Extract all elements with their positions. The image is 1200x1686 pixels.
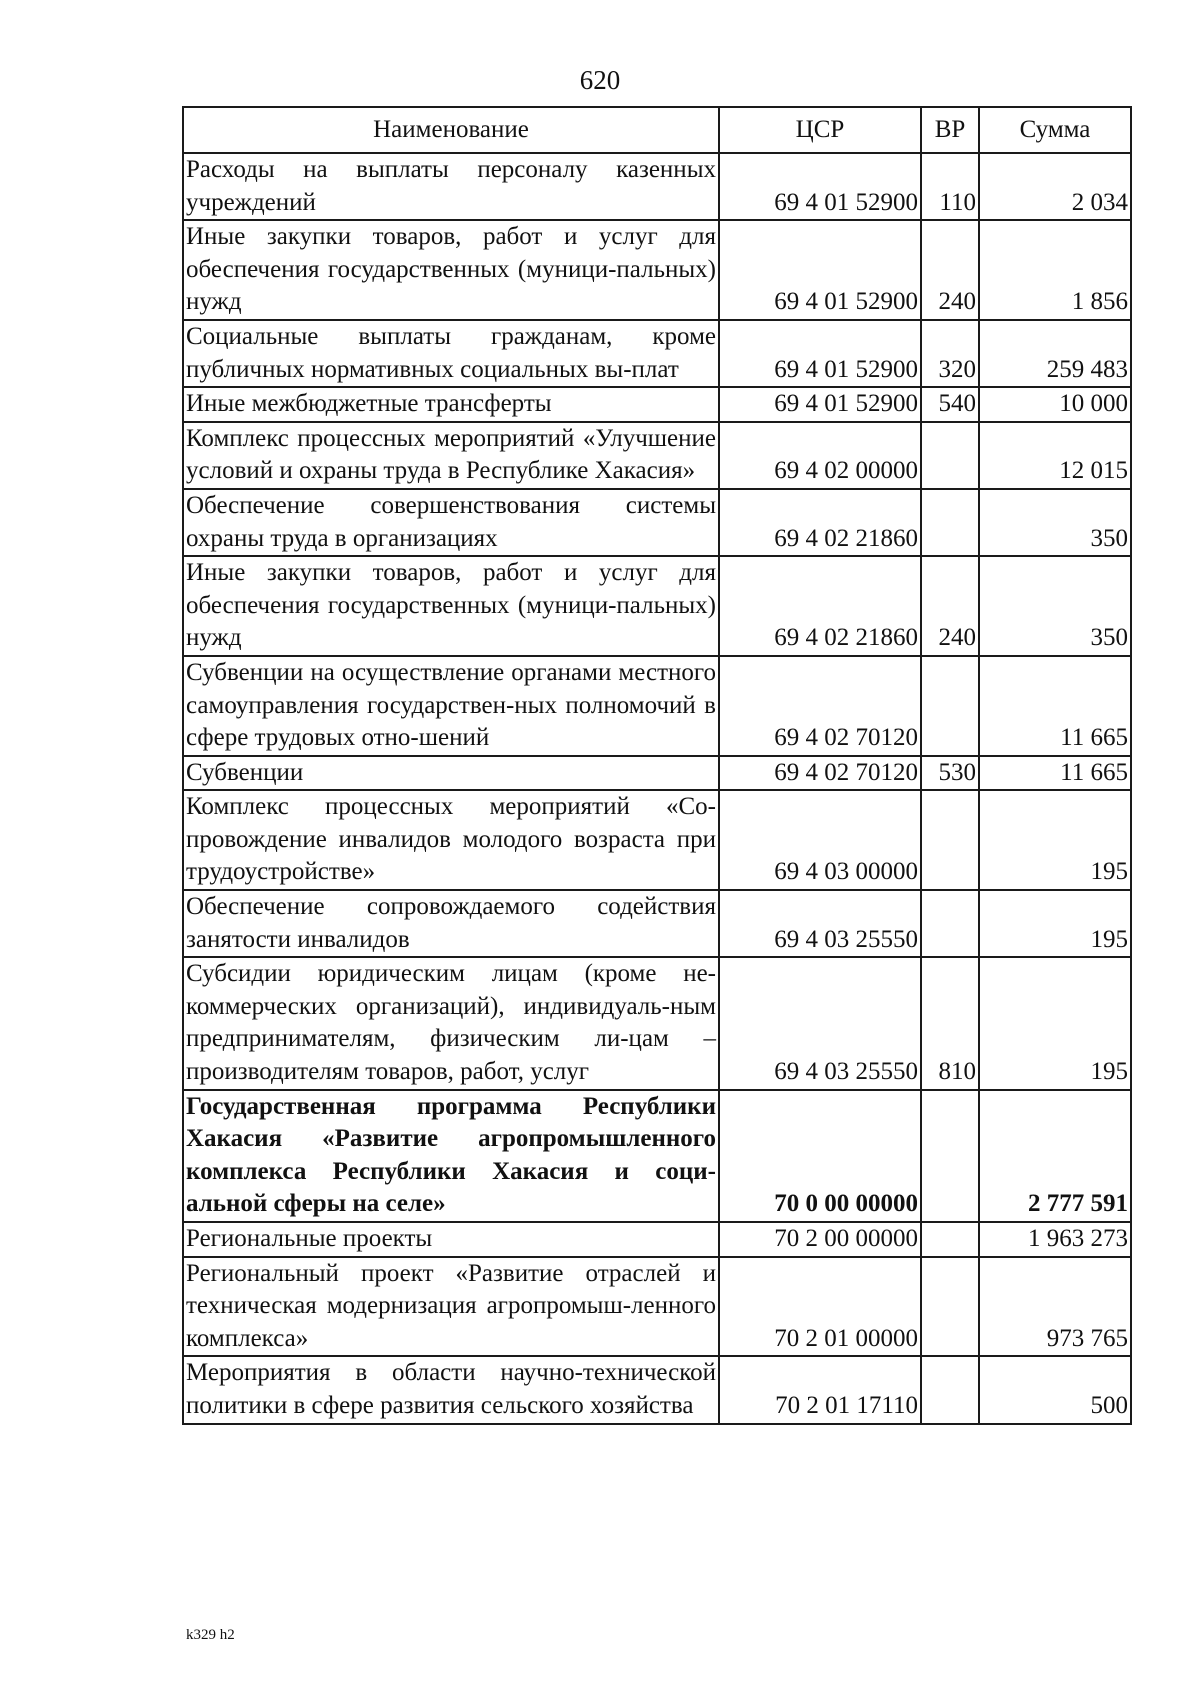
row-sum: 11 665 (979, 656, 1131, 756)
footer-code: k329 h2 (186, 1627, 235, 1643)
row-name: Расходы на выплаты персоналу казенных учреждений (183, 153, 719, 220)
row-sum: 500 (979, 1356, 1131, 1423)
row-name: Обеспечение сопровождаемого содействия занятости инвалидов (183, 890, 719, 957)
row-csr: 69 4 03 00000 (719, 790, 921, 890)
row-csr: 69 4 01 52900 (719, 387, 921, 422)
table-row (183, 489, 1131, 556)
header-sum: Сумма (979, 107, 1131, 153)
row-name: Субсидии юридическим лицам (кроме не-коммерческих организаций), индивидуаль-ным предпринимателям, физическим ли-цам – производителям товаров, работ, услуг (183, 957, 719, 1089)
row-name: Комплекс процессных мероприятий «Со-провождение инвалидов молодого возраста при трудоустройстве» (183, 790, 719, 890)
table-row (183, 153, 1131, 220)
row-vr (921, 489, 979, 556)
row-sum: 10 000 (979, 387, 1131, 422)
page-number: 620 (579, 65, 621, 95)
row-sum: 2 777 591 (979, 1090, 1131, 1222)
row-sum: 1 963 273 (979, 1222, 1131, 1257)
row-csr: 70 2 01 00000 (719, 1257, 921, 1357)
row-vr: 110 (921, 153, 979, 220)
row-csr: 70 2 01 17110 (719, 1356, 921, 1423)
row-sum: 1 856 (979, 220, 1131, 320)
row-sum: 195 (979, 957, 1131, 1089)
row-vr: 240 (921, 556, 979, 656)
row-sum: 259 483 (979, 320, 1131, 387)
table-row (183, 790, 1131, 890)
row-sum: 195 (979, 890, 1131, 957)
row-csr: 69 4 02 70120 (719, 756, 921, 791)
row-name: Региональный проект «Развитие отраслей и техническая модернизация агропромыш-ленного комплекса» (183, 1257, 719, 1357)
row-vr (921, 422, 979, 489)
header-csr: ЦСР (719, 107, 921, 153)
table-row (183, 387, 1131, 422)
row-name: Иные закупки товаров, работ и услуг для обеспечения государственных (муници-пальных) нужд (183, 556, 719, 656)
row-vr: 530 (921, 756, 979, 791)
row-csr: 69 4 01 52900 (719, 320, 921, 387)
row-csr: 69 4 02 21860 (719, 489, 921, 556)
row-name: Мероприятия в области научно-технической политики в сфере развития сельского хозяйства (183, 1356, 719, 1423)
row-sum: 350 (979, 556, 1131, 656)
row-sum: 12 015 (979, 422, 1131, 489)
row-vr: 240 (921, 220, 979, 320)
row-name: Иные межбюджетные трансферты (183, 387, 719, 422)
row-csr: 69 4 03 25550 (719, 890, 921, 957)
table-row (183, 320, 1131, 387)
table-row (183, 957, 1131, 1089)
row-csr: 69 4 02 21860 (719, 556, 921, 656)
row-sum: 11 665 (979, 756, 1131, 791)
row-vr: 540 (921, 387, 979, 422)
row-csr: 69 4 01 52900 (719, 153, 921, 220)
row-name: Субвенции на осуществление органами местного самоуправления государствен-ных полномочий в сфере трудовых отно-шений (183, 656, 719, 756)
row-vr (921, 1222, 979, 1257)
row-vr (921, 1356, 979, 1423)
row-vr (921, 890, 979, 957)
table-header-row (183, 107, 1131, 153)
row-csr: 69 4 01 52900 (719, 220, 921, 320)
row-name: Региональные проекты (183, 1222, 719, 1257)
row-vr (921, 790, 979, 890)
table-row (183, 890, 1131, 957)
table-row (183, 556, 1131, 656)
row-name: Субвенции (183, 756, 719, 791)
row-name: Иные закупки товаров, работ и услуг для обеспечения государственных (муници-пальных) нужд (183, 220, 719, 320)
row-name: Комплекс процессных мероприятий «Улучшение условий и охраны труда в Республике Хакасия» (183, 422, 719, 489)
row-vr (921, 1257, 979, 1357)
table-row (183, 220, 1131, 320)
row-name: Государственная программа Республики Хакасия «Развитие агропромышленного комплекса Республики Хакасия и соци-альной сферы на селе» (183, 1090, 719, 1222)
table-row (183, 1257, 1131, 1357)
budget-table (182, 106, 1132, 1425)
table-body (183, 153, 1131, 1424)
row-sum: 2 034 (979, 153, 1131, 220)
row-csr: 70 0 00 00000 (719, 1090, 921, 1222)
row-csr: 69 4 02 00000 (719, 422, 921, 489)
row-sum: 973 765 (979, 1257, 1131, 1357)
table-row (183, 422, 1131, 489)
table-row (183, 656, 1131, 756)
row-name: Обеспечение совершенствования системы охраны труда в организациях (183, 489, 719, 556)
row-sum: 195 (979, 790, 1131, 890)
table-row (183, 756, 1131, 791)
table-row (183, 1222, 1131, 1257)
row-vr (921, 656, 979, 756)
row-vr (921, 1090, 979, 1222)
row-vr: 810 (921, 957, 979, 1089)
row-name: Социальные выплаты гражданам, кроме публичных нормативных социальных вы-плат (183, 320, 719, 387)
table-row (183, 1090, 1131, 1222)
row-csr: 70 2 00 00000 (719, 1222, 921, 1257)
header-name: Наименование (183, 107, 719, 153)
row-csr: 69 4 03 25550 (719, 957, 921, 1089)
header-vr: ВР (921, 107, 979, 153)
table-row (183, 1356, 1131, 1423)
row-csr: 69 4 02 70120 (719, 656, 921, 756)
row-sum: 350 (979, 489, 1131, 556)
row-vr: 320 (921, 320, 979, 387)
